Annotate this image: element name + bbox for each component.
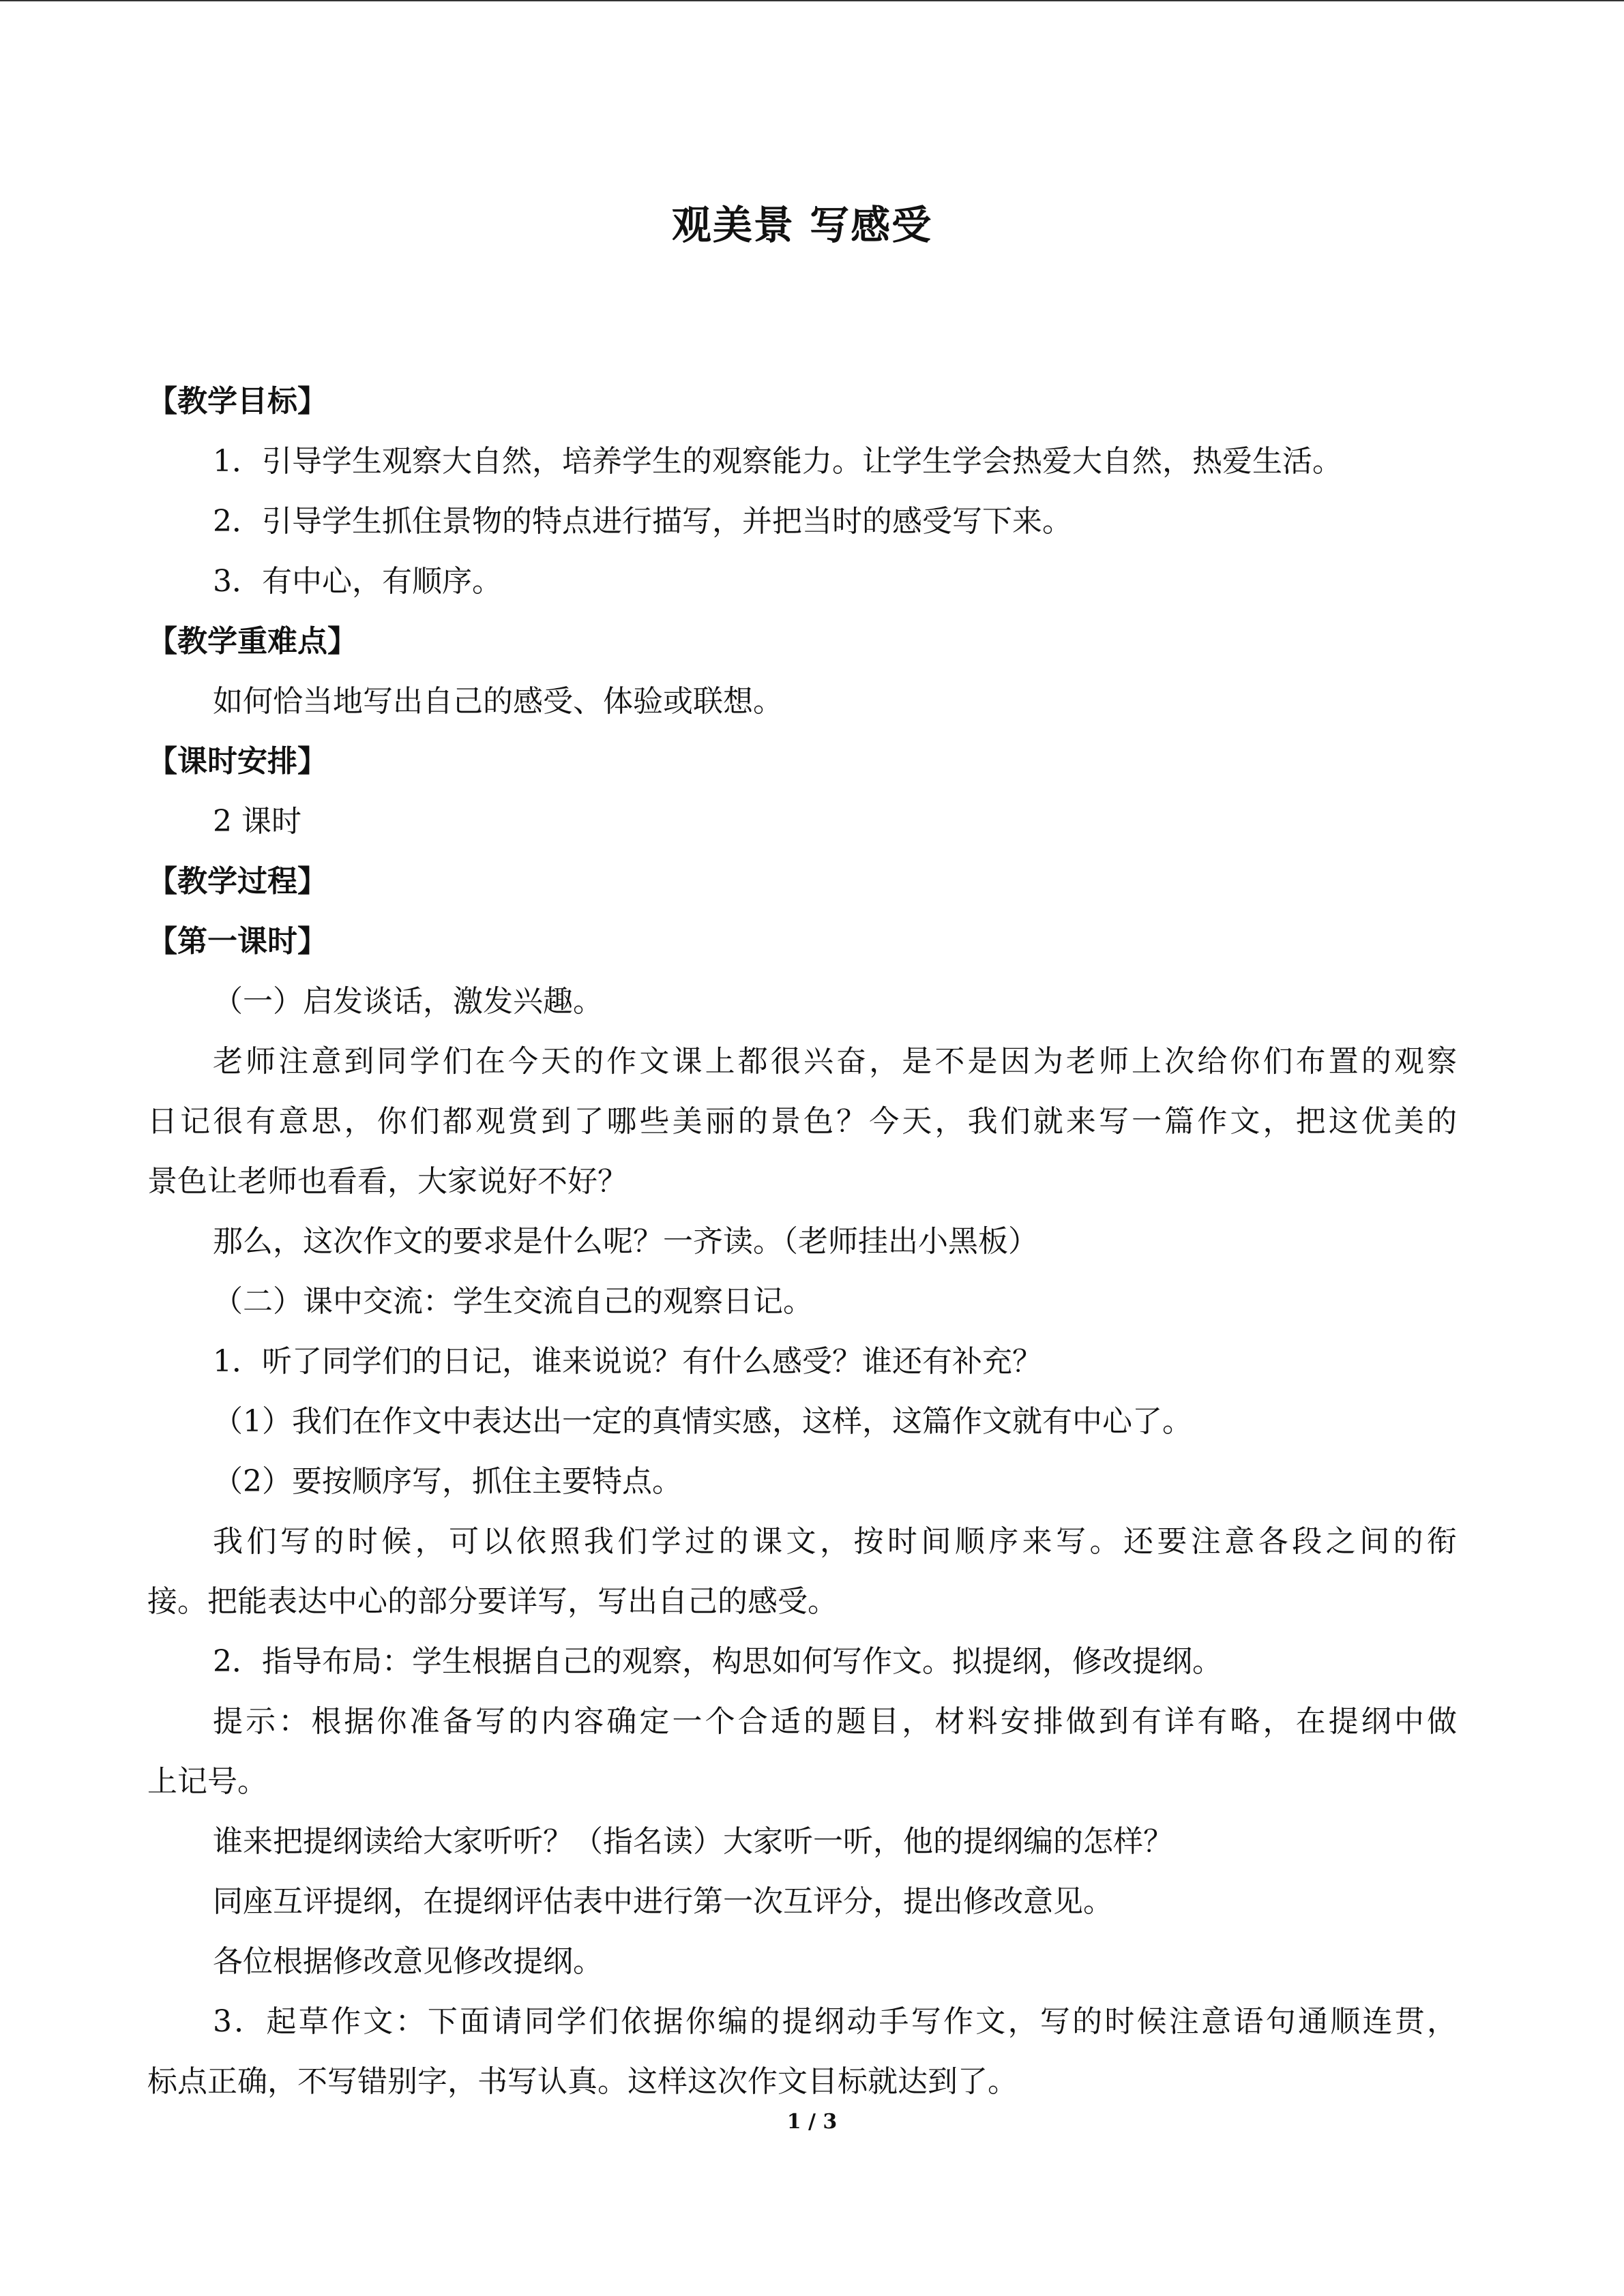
question-3-line-1: 3．起草作文：下面请同学们依据你编的提纲动手写作文，写的时候注意语句通顺连贯，: [213, 2004, 1457, 2039]
page-number: 1 / 3: [786, 2110, 838, 2134]
goal-item-1: 1．引导学生观察大自然，培养学生的观察能力。让学生学会热爱大自然，热爱生活。: [213, 444, 1342, 479]
top-border-line: [0, 0, 1624, 1]
schedule-text: 2 课时: [213, 804, 301, 839]
section-heading-lesson-1: 【第一课时】: [147, 924, 327, 959]
tip-line-1: 提示：根据你准备写的内容确定一个合适的题目，材料安排做到有详有略，在提纲中做: [213, 1704, 1457, 1739]
section-heading-process: 【教学过程】: [147, 864, 327, 899]
paragraph-3-line-1: 我们写的时候，可以依照我们学过的课文，按时间顺序来写。还要注意各段之间的衔: [213, 1524, 1457, 1559]
section-heading-schedule: 【课时安排】: [147, 744, 327, 779]
paragraph-2: 那么，这次作文的要求是什么呢？一齐读。（老师挂出小黑板）: [213, 1224, 1038, 1259]
question-1-point-a: （1）我们在作文中表达出一定的真情实感，这样，这篇作文就有中心了。: [213, 1404, 1192, 1439]
document-body: [147, 372, 1457, 2112]
question-1-point-b: （2）要按顺序写，抓住主要特点。: [213, 1464, 682, 1499]
paragraph-3-line-2: 接。把能表达中心的部分要详写，写出自己的感受。: [147, 1584, 838, 1619]
section-heading-keypoints: 【教学重难点】: [147, 624, 357, 659]
goal-item-2: 2．引导学生抓住景物的特点进行描写，并把当时的感受写下来。: [213, 504, 1072, 539]
tip-line-2: 上记号。: [147, 1764, 267, 1799]
step-2-title: （二）课中交流：学生交流自己的观察日记。: [213, 1284, 813, 1319]
question-2: 2．指导布局：学生根据自己的观察，构思如何写作文。拟提纲，修改提纲。: [213, 1644, 1222, 1679]
paragraph-1-line-2: 日记很有意思，你们都观赏到了哪些美丽的景色？今天，我们就来写一篇作文，把这优美的: [147, 1104, 1457, 1139]
section-heading-goals: 【教学目标】: [147, 384, 327, 419]
paragraph-6: 各位根据修改意见修改提纲。: [213, 1944, 603, 1979]
document-title: 观美景 写感受: [671, 202, 933, 248]
document-page: [147, 177, 1457, 2112]
paragraph-1-line-3: 景色让老师也看看，大家说好不好？: [147, 1164, 628, 1199]
keypoint-text: 如何恰当地写出自己的感受、体验或联想。: [213, 684, 783, 719]
goal-item-3: 3．有中心，有顺序。: [213, 564, 502, 599]
paragraph-1-line-1: 老师注意到同学们在今天的作文课上都很兴奋，是不是因为老师上次给你们布置的观察: [213, 1044, 1457, 1079]
paragraph-5: 同座互评提纲，在提纲评估表中进行第一次互评分，提出修改意见。: [213, 1884, 1113, 1919]
paragraph-4: 谁来把提纲读给大家听听？（指名读）大家听一听，他的提纲编的怎样？: [213, 1824, 1173, 1859]
question-3-line-2: 标点正确，不写错别字，书写认真。这样这次作文目标就达到了。: [147, 2064, 1018, 2099]
step-1-title: （一）启发谈话，激发兴趣。: [213, 984, 603, 1019]
question-1: 1．听了同学们的日记，谁来说说？有什么感受？谁还有补充？: [213, 1344, 1042, 1379]
